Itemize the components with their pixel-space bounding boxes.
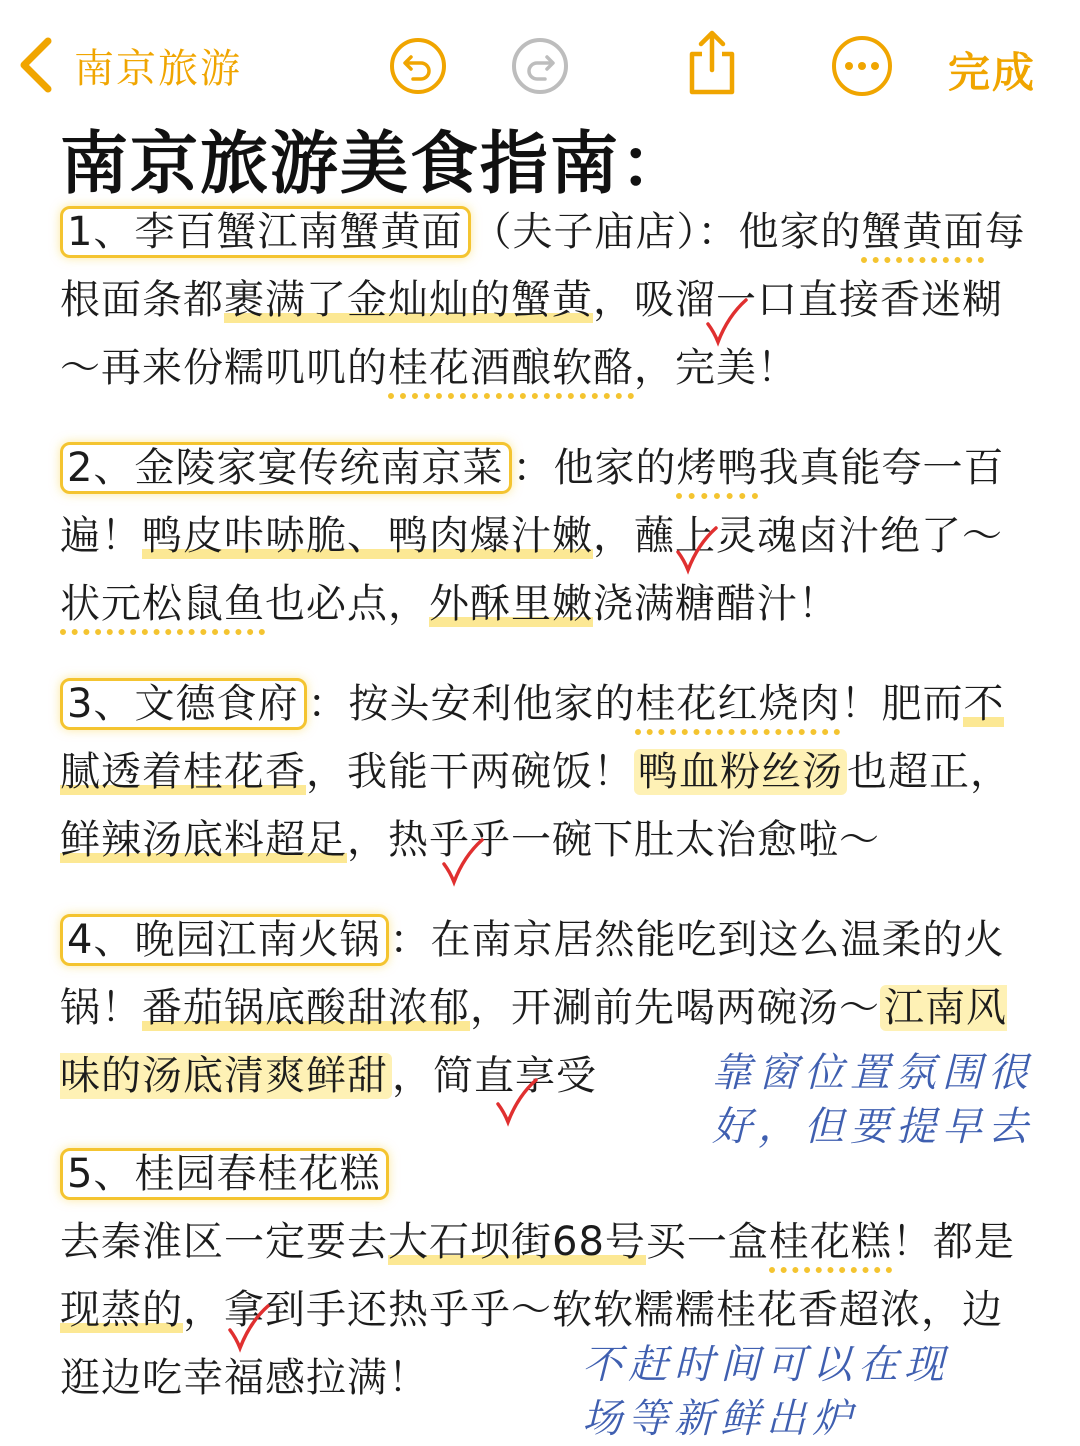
done-button[interactable]: 完成 xyxy=(947,48,1036,97)
check-mark-icon xyxy=(494,1076,540,1128)
item-5-highlight-a: 大石坝街68号 xyxy=(388,1219,646,1265)
item-4-heading: 4、晚园江南火锅 xyxy=(60,914,389,966)
item-2-highlight-a: 烤鸭 xyxy=(676,445,758,499)
item-1-text-b: 每根面条都 xyxy=(60,209,1026,323)
share-button[interactable] xyxy=(684,28,740,98)
handwritten-note-item-4: 靠窗位置氛围很好，但要提早去 xyxy=(712,1050,1034,1150)
chevron-left-icon xyxy=(18,37,54,93)
check-mark-icon xyxy=(440,836,486,888)
handwritten-note-item-5: 不赶时间可以在现场等新鲜出炉 xyxy=(582,1342,950,1442)
item-2-text-d: 也必点， xyxy=(265,581,429,627)
item-3-highlight-c: 鸭血粉丝汤 xyxy=(634,749,847,795)
back-button[interactable] xyxy=(18,30,242,100)
redo-button[interactable] xyxy=(512,38,568,94)
share-icon xyxy=(684,28,740,98)
item-4-highlight-b: 江南风味的汤底清爽鲜甜 xyxy=(60,985,1007,1099)
item-3-highlight-a: 桂花红烧肉 xyxy=(635,681,840,735)
item-5-text-a: 去秦淮区一定要去 xyxy=(60,1219,388,1265)
item-5-text-c: ！都是 xyxy=(891,1219,1015,1265)
more-icon xyxy=(844,61,880,71)
item-2-text-b: 我真能夸一百遍！ xyxy=(60,445,1005,559)
note-item-1 xyxy=(60,198,1035,402)
item-4-text-a: ：在南京居然能吃到这么温柔的火锅！ xyxy=(60,917,1005,1031)
back-label: 南京旅游 xyxy=(74,45,242,92)
item-5-highlight-c: 现蒸的 xyxy=(60,1287,183,1333)
item-5-text-b: 买一盒 xyxy=(645,1219,769,1265)
item-4-highlight-a: 番茄锅底酸甜浓郁 xyxy=(142,985,470,1031)
more-button[interactable] xyxy=(832,36,892,96)
item-1-text-a: （夫子庙店）：他家的 xyxy=(471,209,862,255)
item-3-text-b: ！肥而 xyxy=(840,681,964,727)
undo-icon xyxy=(401,49,435,83)
item-3-highlight-b: 不腻透着桂花香 xyxy=(60,681,1005,795)
item-3-text-a: ：按头安利他家的 xyxy=(307,681,636,727)
item-5-text-d: ，拿到手还热乎乎～软软糯糯桂花香超浓，边逛边吃幸福感拉满！ xyxy=(60,1287,1003,1401)
item-2-text-c: ，蘸上灵魂卤汁绝了～ xyxy=(593,513,1003,559)
item-1-highlight-c: 桂花酒酿软酪 xyxy=(388,345,634,399)
redo-icon xyxy=(523,49,557,83)
item-1-text-d: ，完美！ xyxy=(634,345,798,391)
check-mark-icon xyxy=(704,296,750,348)
item-3-highlight-d: 鲜辣汤底料超足 xyxy=(60,817,347,863)
item-2-text-e: 浇满糖醋汁！ xyxy=(593,581,839,627)
item-3-text-d: 也超正， xyxy=(847,749,1011,795)
item-3-heading: 3、文德食府 xyxy=(60,678,307,730)
item-1-highlight-b: 裹满了金灿灿的蟹黄 xyxy=(224,277,593,323)
item-4-text-b: ，开涮前先喝两碗汤～ xyxy=(470,985,880,1031)
note-item-3 xyxy=(60,670,1035,874)
note-title: 南京旅游美食指南： xyxy=(60,125,691,204)
item-3-text-c: ，我能干两碗饭！ xyxy=(306,749,634,795)
item-1-highlight-a: 蟹黄面 xyxy=(861,209,984,263)
note-item-2 xyxy=(60,434,1035,638)
undo-button[interactable] xyxy=(390,38,446,94)
item-2-heading: 2、金陵家宴传统南京菜 xyxy=(60,442,512,494)
item-5-heading: 5、桂园春桂花糕 xyxy=(60,1148,389,1200)
item-1-heading: 1、李百蟹江南蟹黄面 xyxy=(60,206,471,258)
item-2-highlight-b: 鸭皮咔哧脆、鸭肉爆汁嫩 xyxy=(142,513,593,559)
item-2-highlight-c: 状元松鼠鱼 xyxy=(60,581,265,635)
item-3-text-e: ，热乎乎一碗下肚太治愈啦～ xyxy=(347,817,880,863)
item-1-text-c: ，吸溜一口直接香迷糊～再来份糯叽叽的 xyxy=(60,277,1003,391)
item-2-text-a: ：他家的 xyxy=(512,445,677,491)
check-mark-icon xyxy=(226,1302,272,1354)
item-5-highlight-b: 桂花糕 xyxy=(769,1219,892,1273)
check-mark-icon xyxy=(674,524,720,576)
item-4-text-c: ，简直享受 xyxy=(392,1053,597,1099)
item-2-highlight-d: 外酥里嫩 xyxy=(429,581,593,627)
